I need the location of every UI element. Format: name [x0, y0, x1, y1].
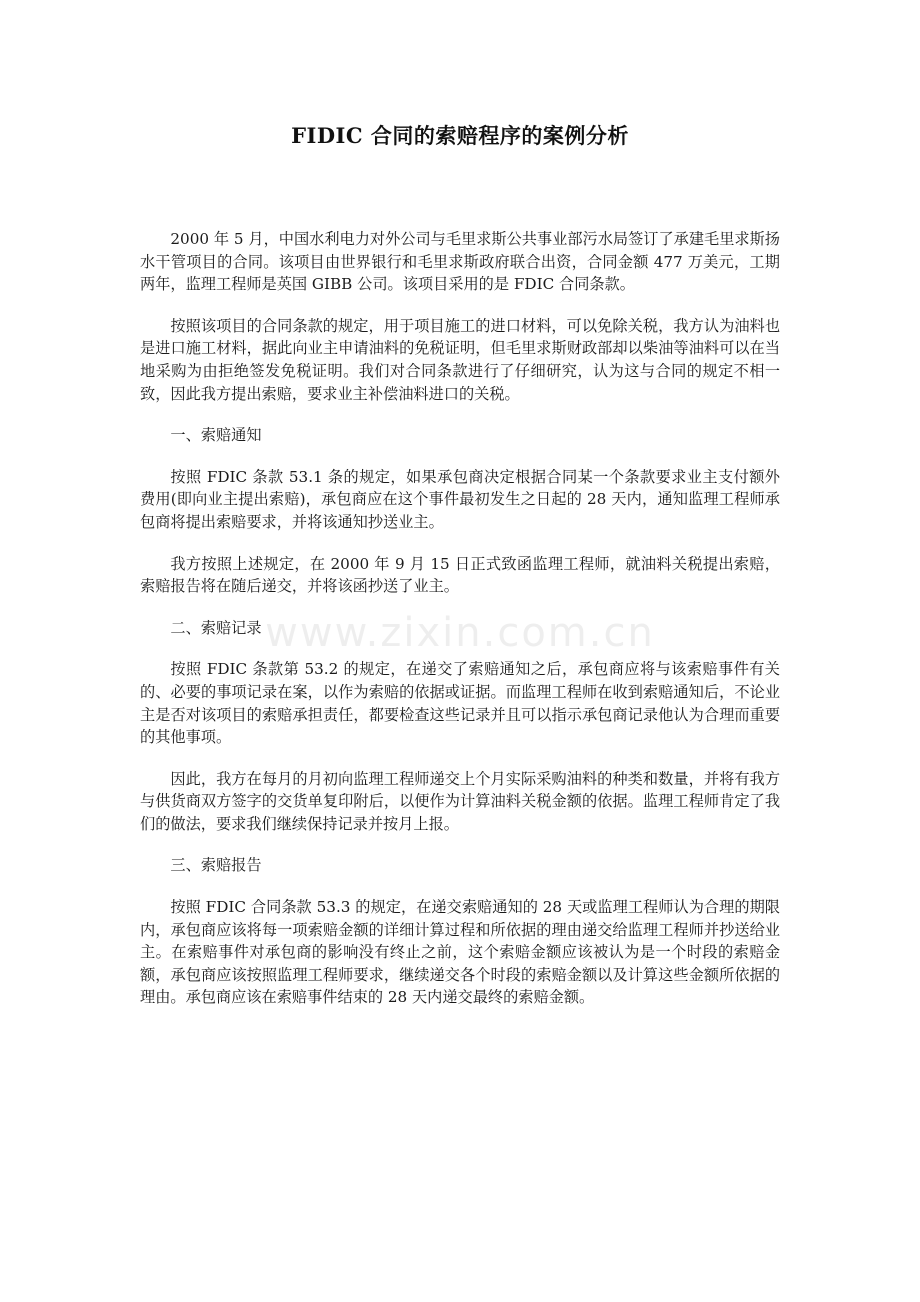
section-heading-claim-records: 二、索赔记录: [170, 618, 262, 637]
watermark-logo: www.zixin.com.cn: [265, 610, 655, 656]
paragraph-clause-53-3: 按照 FDIC 合同条款 53.3 的规定，在递交索赔通知的 28 天或监理工程师认为合理的期限内，承包商应该将每一项索赔金额的详细计算过程和所依据的理由递交给监理工程师并抄送给业主。在索赔事件对承包商的影响没有终止之前，这个索赔金额应该被认为是一个时段的索赔金额，承包商应该按照监理工程师要求，继续递交各个时段的索赔金额以及计算这些金额所依据的理由。承包商应该在索赔事件结束的 28 天内递交最终的索赔金额。: [140, 898, 780, 1007]
paragraph-records-action: 因此，我方在每月的月初向监理工程师递交上个月实际采购油料的种类和数量，并将有我方与供货商双方签字的交货单复印附后，以便作为计算油料关税金额的依据。监理工程师肯定了我们的做法，要求我们继续保持记录并按月上报。: [140, 769, 780, 833]
paragraph-background: 按照该项目的合同条款的规定，用于项目施工的进口材料，可以免除关税，我方认为油料也是进口施工材料，据此向业主申请油料的免税证明，但毛里求斯财政部却以柴油等油料可以在当地采购为由拒绝签发免税证明。我们对合同条款进行了仔细研究，认为这与合同的规定不相一致，因此我方提出索赔，要求业主补偿油料进口的关税。: [140, 316, 780, 403]
paragraph-intro: 2000 年 5 月，中国水利电力对外公司与毛里求斯公共事业部污水局签订了承建毛里求斯扬水干管项目的合同。该项目由世界银行和毛里求斯政府联合出资，合同金额 477 万美元，工期两年，监理工程师是英国 GIBB 公司。该项目采用的是 FDIC 合同条款。: [140, 230, 780, 294]
section-heading-claim-notice: 一、索赔通知: [170, 426, 262, 445]
paragraph-clause-53-2: 按照 FDIC 条款第 53.2 的规定，在递交了索赔通知之后，承包商应将与该索赔事件有关的、必要的事项记录在案，以作为索赔的依据或证据。而监理工程师在收到索赔通知后，不论业主是否对该项目的索赔承担责任，都要检查这些记录并且可以指示承包商记录他认为合理而重要的其他事项。: [140, 660, 780, 747]
paragraph-notice-action: 我方按照上述规定，在 2000 年 9 月 15 日正式致函监理工程师，就油料关税提出索赔，索赔报告将在随后递交，并将该函抄送了业主。: [140, 554, 780, 596]
document-title: FIDIC 合同的索赔程序的案例分析: [291, 123, 629, 148]
section-heading-claim-report: 三、索赔报告: [170, 856, 262, 875]
paragraph-clause-53-1: 按照 FDIC 条款 53.1 条的规定，如果承包商决定根据合同某一个条款要求业主支付额外费用(即向业主提出索赔)，承包商应在这个事件最初发生之日起的 28 天内，通知监理工程师承包商将提出索赔要求，并将该通知抄送业主。: [140, 467, 780, 531]
document-body: [140, 228, 780, 1028]
